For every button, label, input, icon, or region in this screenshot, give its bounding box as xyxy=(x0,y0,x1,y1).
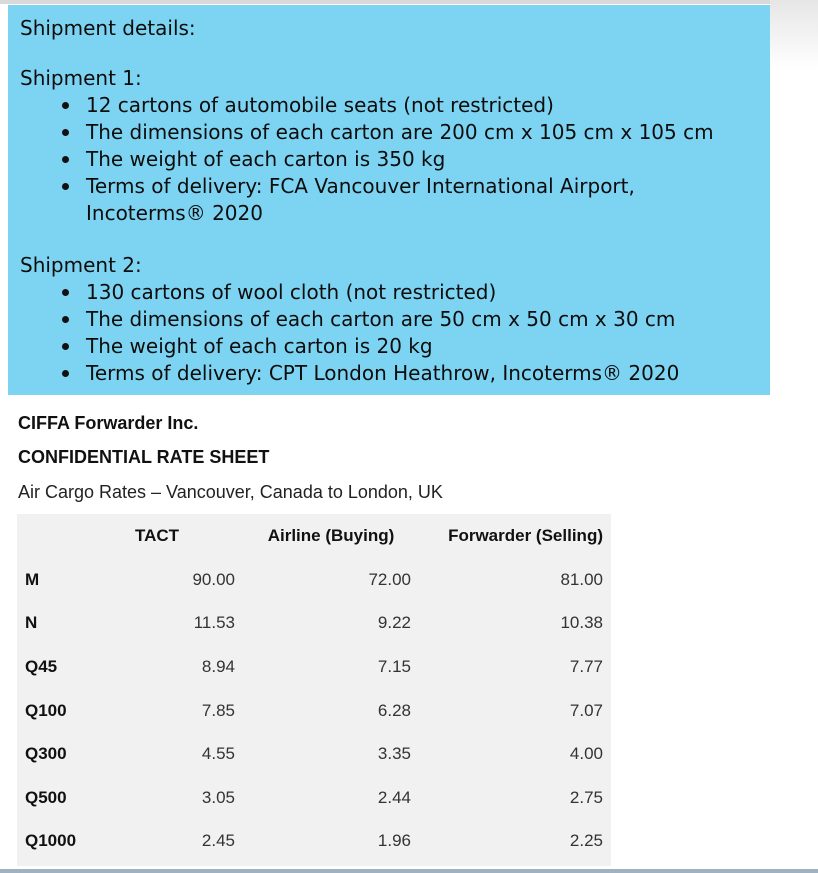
airline-rate: 6.28 xyxy=(377,700,411,720)
forwarder-rate: 2.75 xyxy=(569,787,603,807)
tact-rate: 7.85 xyxy=(201,700,235,720)
shipment-details-heading: Shipment details: xyxy=(20,16,196,40)
forwarder-rate: 10.38 xyxy=(560,613,603,633)
table-header-row xyxy=(17,514,611,558)
column-header-airline: Airline (Buying) xyxy=(267,526,395,545)
top-edge-strip xyxy=(0,0,818,4)
rate-code: Q300 xyxy=(25,744,67,764)
list-item: 12 cartons of automobile seats (not restricted) xyxy=(62,92,758,119)
airline-rate: 7.15 xyxy=(377,656,411,676)
rate-table-container xyxy=(17,514,611,866)
list-item: 130 cartons of wool cloth (not restricted) xyxy=(62,279,758,306)
table-row xyxy=(17,645,611,689)
shipment-details-box xyxy=(8,5,770,395)
rate-table xyxy=(17,514,611,863)
bullet-icon xyxy=(62,370,69,377)
bullet-icon xyxy=(62,102,69,109)
bullet-icon xyxy=(62,183,69,190)
list-item: Terms of delivery: CPT London Heathrow, Incoterms® 2020 xyxy=(62,360,758,387)
shipment-2-list xyxy=(20,279,758,387)
shipment-1-list xyxy=(20,92,758,227)
bullet-icon xyxy=(62,289,69,296)
table-row xyxy=(17,820,611,864)
table-row xyxy=(17,689,611,733)
column-header-forwarder: Forwarder (Selling) xyxy=(448,526,603,545)
table-row xyxy=(17,558,611,602)
tact-rate: 4.55 xyxy=(201,744,235,764)
shipment-1-title: Shipment 1: xyxy=(20,66,142,90)
list-item: The weight of each carton is 20 kg xyxy=(62,333,758,360)
tact-rate: 90.00 xyxy=(192,569,235,589)
tact-rate: 3.05 xyxy=(201,787,235,807)
list-item: The dimensions of each carton are 50 cm x 50 cm x 30 cm xyxy=(62,306,758,333)
bullet-icon xyxy=(62,316,69,323)
forwarder-rate: 4.00 xyxy=(569,744,603,764)
tact-rate: 2.45 xyxy=(201,831,235,851)
airline-rate: 2.44 xyxy=(377,787,411,807)
airline-rate: 72.00 xyxy=(368,569,411,589)
column-header-code xyxy=(17,514,105,558)
column-header-tact: TACT xyxy=(135,526,180,545)
tact-rate: 8.94 xyxy=(201,656,235,676)
forwarder-rate: 7.77 xyxy=(569,656,603,676)
table-row xyxy=(17,776,611,820)
airline-rate: 3.35 xyxy=(377,744,411,764)
rate-sheet-subtitle: Air Cargo Rates – Vancouver, Canada to London, UK xyxy=(18,482,443,502)
rate-code: N xyxy=(25,613,38,633)
bullet-icon xyxy=(62,156,69,163)
rate-code: M xyxy=(25,569,40,589)
list-item: The weight of each carton is 350 kg xyxy=(62,146,758,173)
rate-sheet-title: CONFIDENTIAL RATE SHEET xyxy=(18,447,270,467)
forwarder-rate: 2.25 xyxy=(569,831,603,851)
list-item: Terms of delivery: FCA Vancouver International Airport, Incoterms® 2020 xyxy=(62,173,758,227)
rate-code: Q1000 xyxy=(25,831,77,851)
forwarder-rate: 7.07 xyxy=(569,700,603,720)
company-name: CIFFA Forwarder Inc. xyxy=(18,413,199,433)
table-row xyxy=(17,732,611,776)
edge-shadow xyxy=(770,0,818,70)
forwarder-rate: 81.00 xyxy=(560,569,603,589)
rate-code: Q100 xyxy=(25,700,67,720)
bullet-icon xyxy=(62,343,69,350)
table-row xyxy=(17,602,611,646)
tact-rate: 11.53 xyxy=(193,613,235,633)
bullet-icon xyxy=(62,129,69,136)
airline-rate: 1.96 xyxy=(377,831,411,851)
shipment-2-title: Shipment 2: xyxy=(20,253,142,277)
airline-rate: 9.22 xyxy=(377,613,411,633)
rate-code: Q45 xyxy=(25,656,58,676)
bottom-edge-line xyxy=(0,869,818,873)
list-item: The dimensions of each carton are 200 cm x 105 cm x 105 cm xyxy=(62,119,758,146)
rate-code: Q500 xyxy=(25,787,67,807)
